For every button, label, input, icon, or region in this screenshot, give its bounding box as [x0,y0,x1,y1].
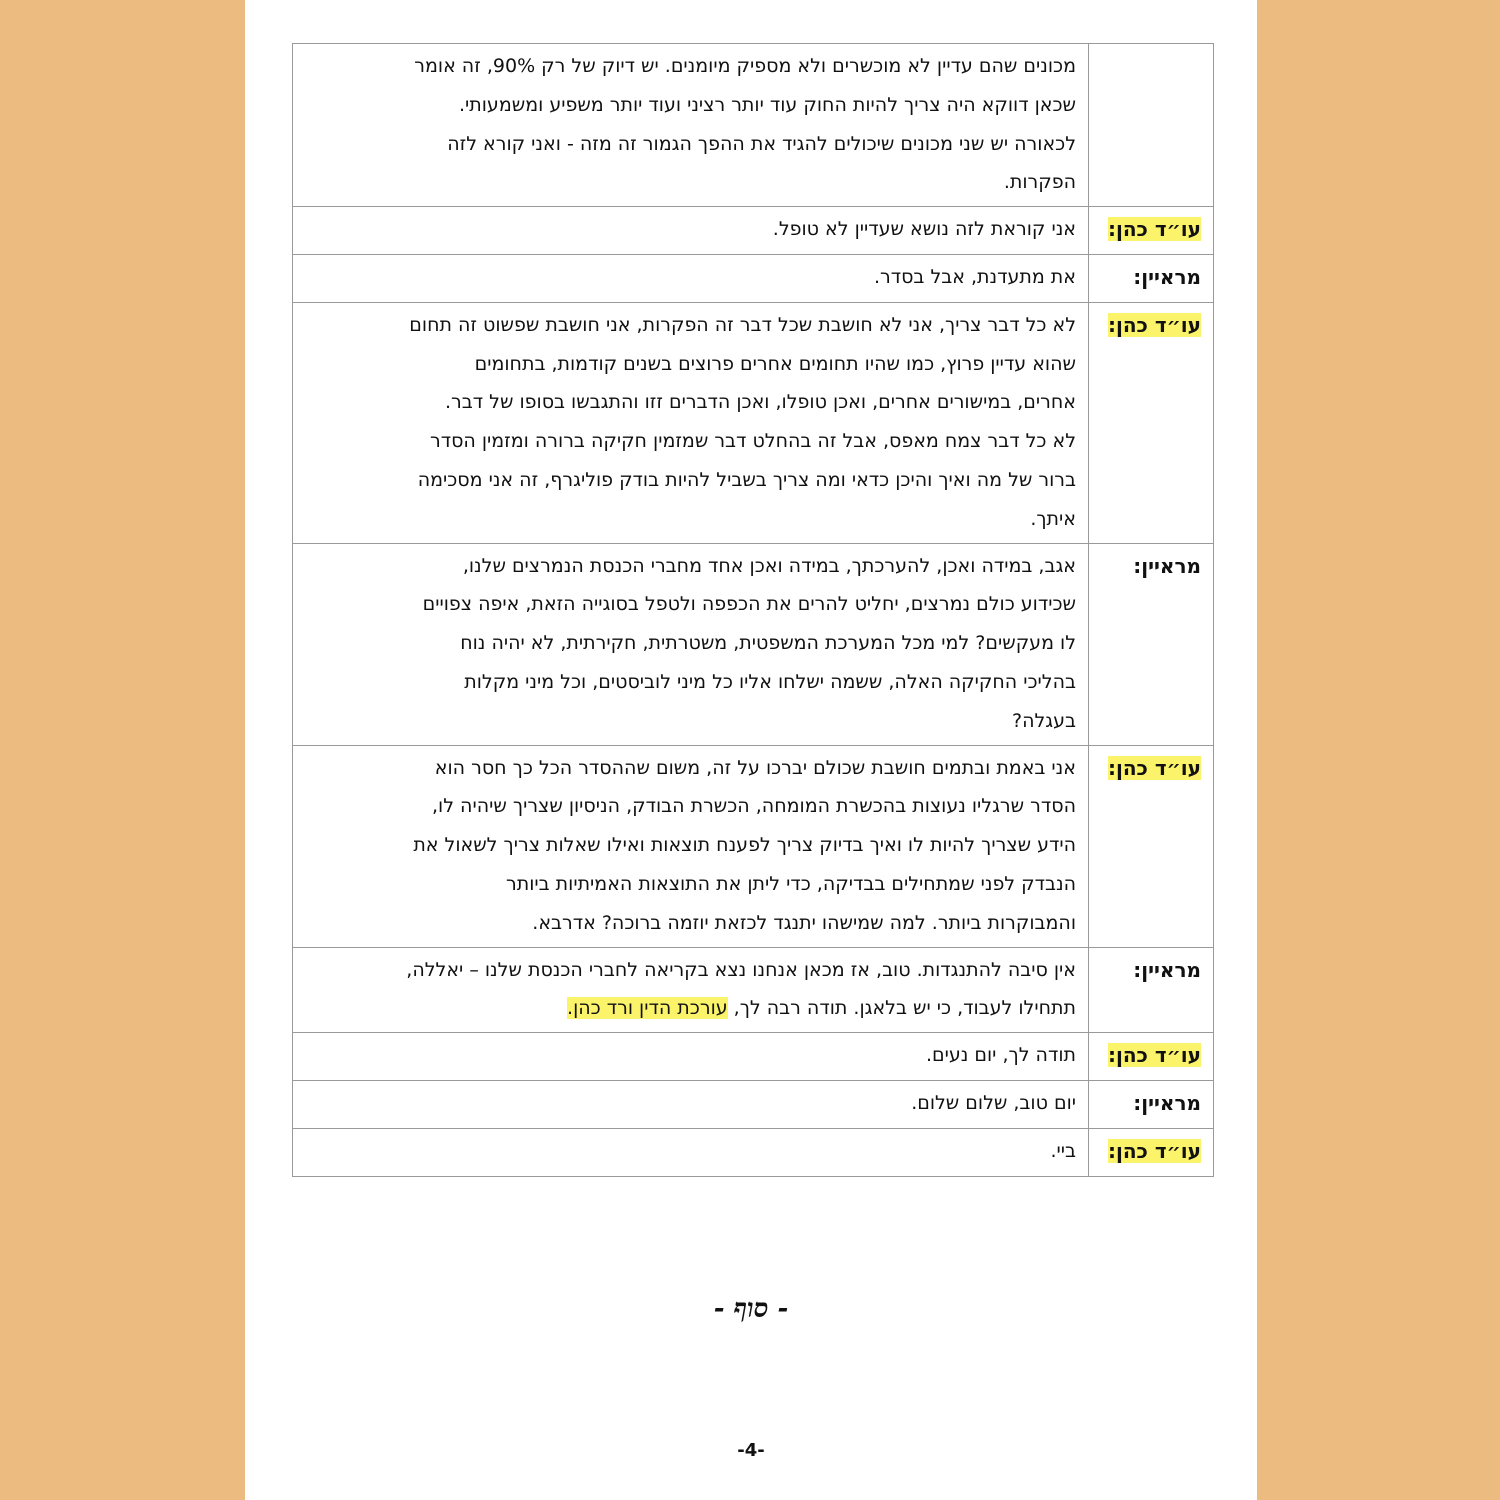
speaker-cell [1089,543,1214,745]
utterance-line: מכונים שהם עדיין לא מוכשרים ולא מספיק מיומנים. יש דיוק של רק 90%, זה אומר [414,55,1076,77]
speaker-cell [1089,1080,1214,1128]
utterance-text: תתחילו לעבוד, כי יש בלאגן. תודה רבה לך, [727,997,1076,1020]
transcript-row [293,1033,1214,1081]
utterance-line: אין סיבה להתנגדות. טוב, אז מכאן אנחנו נצא בקריאה לחברי הכנסת שלנו – יאללה, [406,958,1076,981]
utterance-line: שכאן דווקא היה צריך להיות החוק עוד יותר רציני ועוד יותר משפיע ומשמעותי. [458,93,1076,116]
transcript-row [293,745,1214,947]
speaker-label: עו״ד כהן: [1107,312,1201,337]
speaker-cell [1089,1128,1214,1176]
transcript-table [292,43,1214,1177]
utterance-line: הסדר שרגליו נעוצות בהכשרת המומחה, הכשרת הבודק, הניסיון שצריך שיהיה לו, [432,795,1076,818]
utterance-line: ביי. [1050,1139,1076,1162]
utterance-line: לו מעקשים? למי מכל המערכת המשפטית, משטרתית, חקירתית, לא יהיה נוח [460,632,1076,655]
utterance-cell [293,302,1089,543]
transcript-row [293,254,1214,302]
speaker-label: עו״ד כהן: [1107,217,1201,242]
speaker-label: מראיין: [1133,553,1201,578]
utterance-line: אחרים, במישורים אחרים, ואכן טופלו, ואכן הדברים זזו והתגבשו בסופו של דבר. [445,391,1076,414]
utterance-line: את מתעדנת, אבל בסדר. [873,265,1076,288]
utterance-line: הפקרות. [1003,171,1076,194]
speaker-label: מראיין: [1133,1090,1201,1115]
speaker-label: מראיין: [1133,957,1201,982]
utterance-cell [293,254,1089,302]
speaker-cell [1089,1033,1214,1081]
utterance-cell [293,1033,1089,1081]
transcript-row [293,44,1214,207]
highlighted-name: עורכת הדין ורד כהן. [567,997,728,1020]
speaker-cell [1089,947,1214,1033]
speaker-cell [1089,254,1214,302]
transcript-row [293,1080,1214,1128]
utterance-line: ברור של מה ואיך והיכן כדאי ומה צריך בשביל להיות בודק פוליגרף, זה אני מסכימה [417,468,1076,491]
utterance-cell [293,207,1089,255]
utterance-cell [293,745,1089,947]
utterance-line [305,989,1076,1028]
speaker-label: עו״ד כהן: [1107,755,1201,780]
utterance-cell [293,543,1089,745]
utterance-line: בהליכי החקיקה האלה, ששמה ישלחו אליו כל מיני לוביסטים, וכל מיני מקלות [464,670,1076,693]
utterance-line: הידע שצריך להיות לו ואיך בדיוק צריך לפענח תוצאות ואילו שאלות צריך לשאול את [413,834,1076,857]
utterance-line: אגב, במידה ואכן, להערכתך, במידה ואכן אחד מחברי הכנסת הנמרצים שלנו, [462,554,1076,577]
utterance-line: אני קוראת לזה נושא שעדיין לא טופל. [772,218,1076,241]
utterance-cell [293,44,1089,207]
transcript-row [293,947,1214,1033]
utterance-line: לכאורה יש שני מכונים שיכולים להגיד את ההפך הגמור זה מזה - ואני קורא לזה [447,132,1076,155]
utterance-cell [293,947,1089,1033]
transcript-row [293,302,1214,543]
utterance-line: והמבוקרות ביותר. למה שמישהו יתנגד לכזאת יוזמה ברוכה? אדרבא. [532,911,1076,934]
utterance-cell [293,1080,1089,1128]
utterance-line: לא כל דבר צמח מאפס, אבל זה בהחלט דבר שמזמין חקיקה ברורה ומזמין הסדר [429,430,1076,453]
document-page [245,0,1257,1500]
transcript-row [293,207,1214,255]
utterance-cell [293,1128,1089,1176]
end-mark: - סוף - [713,1294,789,1324]
speaker-cell [1089,302,1214,543]
speaker-cell [1089,44,1214,207]
speaker-cell [1089,207,1214,255]
speaker-cell [1089,745,1214,947]
utterance-line: שהוא עדיין פרוץ, כמו שהיו תחומים אחרים פרוצים בשנים קודמות, בתחומים [474,352,1076,375]
utterance-line: הנבדק לפני שמתחילים בבדיקה, כדי ליתן את התוצאות האמיתיות ביותר [506,872,1076,895]
utterance-line: לא כל דבר צריך, אני לא חושבת שכל דבר זה הפקרות, אני חושבת שפשוט זה תחום [409,313,1076,336]
utterance-line: בעגלה? [1011,709,1076,732]
transcript-row [293,543,1214,745]
page-number: -4- [737,1440,765,1461]
utterance-line: איתך. [1030,507,1076,530]
speaker-label: עו״ד כהן: [1107,1043,1201,1068]
utterance-line: יום טוב, שלום שלום. [911,1091,1076,1114]
utterance-line: תודה לך, יום נעים. [925,1044,1076,1067]
speaker-label: עו״ד כהן: [1107,1138,1201,1163]
utterance-line: שכידוע כולם נמרצים, יחליט להרים את הכפפה ולטפל בסוגייה הזאת, איפה צפויים [422,593,1076,616]
utterance-line: אני באמת ובתמים חושבת שכולם יברכו על זה, משום שההסדר הכל כך חסר הוא [434,756,1076,779]
speaker-label: מראיין: [1133,264,1201,289]
transcript-row [293,1128,1214,1176]
